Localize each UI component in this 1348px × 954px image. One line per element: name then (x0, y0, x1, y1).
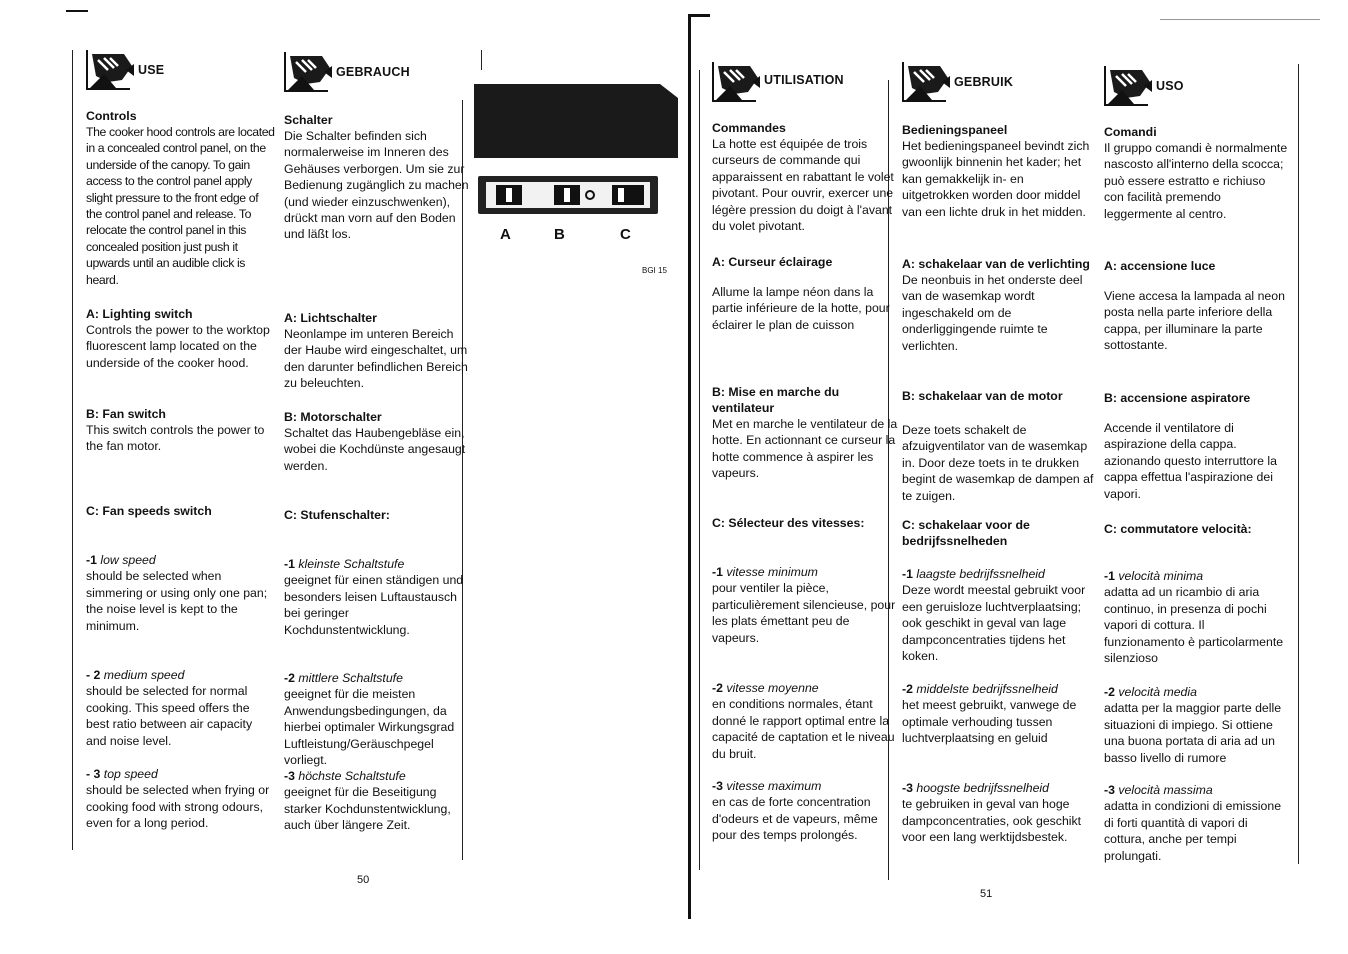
page-binding-edge (688, 14, 691, 919)
switch-c-block (284, 507, 470, 523)
column-german (284, 48, 470, 833)
speed-1-text: pour ventiler la pièce, particulièrement silencieuse, pour les plats émettant peu de vapeurs. (712, 581, 896, 645)
switch-c-heading: C: Sélecteur des vitesses: (712, 516, 865, 530)
control-panel-figure (472, 84, 682, 284)
page-number-left: 50 (357, 874, 370, 886)
switch-a-heading: A: Lighting switch (86, 307, 193, 321)
rule-fig (481, 50, 482, 70)
speed-3-block (902, 780, 1094, 846)
speed-2-label: - 2 medium speed (86, 668, 185, 682)
speed-3-label: -3 höchste Schaltstufe (284, 769, 406, 783)
speed-1-label: -1 laagste bedrijfssnelheid (902, 567, 1045, 581)
page-binding-hook (688, 14, 710, 17)
section-title: USE (138, 63, 165, 77)
controls-block (284, 112, 470, 243)
speed-3-block (1104, 782, 1288, 864)
speed-3-text: en cas de forte concentration d'odeurs et de vapeurs, même pour des temps prolongés. (712, 795, 878, 843)
controls-text: The cooker hood controls are located in a concealed control panel, on the underside of the canopy. To gain access to the control panel apply slight pressure to the front edge of the control panel and release. To relocate the control panel in this concealed position just push it upwards until an audible click is heard. (86, 125, 275, 287)
speed-3-block (86, 766, 276, 832)
switch-b-heading: B: Mise en marche du ventilateur (712, 385, 840, 415)
hand-press-icon (86, 46, 136, 92)
controls-heading: Bedieningspaneel (902, 123, 1008, 137)
switch-b-text: Schaltet das Haubengebläse ein, wobei die Kochdünste angesaugt werden. (284, 426, 466, 473)
section-title: UTILISATION (764, 73, 844, 87)
speed-2-text: het meest gebruikt, vanwege de optimale verhouding tussen luchtverplaatsing en geluid (902, 698, 1077, 746)
hand-press-icon (284, 48, 334, 94)
section-title: GEBRUIK (954, 75, 1014, 89)
switch-a-block (284, 310, 470, 392)
column-dutch (902, 58, 1094, 845)
controls-block (902, 122, 1094, 220)
speed-3-block (712, 778, 898, 844)
switch-a-text: Viene accesa la lampada al neon posta nella parte inferiore della cappa, per illuminare la parte sottostante. (1104, 289, 1285, 353)
switch-b-block (1104, 390, 1288, 502)
switch-b-block (86, 406, 276, 455)
switch-b-text: Met en marche le ventilateur de la hotte. En actionnant ce curseur la hotte commence à aspirer les vapeurs. (712, 417, 898, 481)
switch-a-block (902, 256, 1094, 354)
speed-3-label: - 3 top speed (86, 767, 158, 781)
hand-press-icon (902, 58, 952, 104)
controls-heading: Comandi (1104, 125, 1157, 139)
controls-heading: Controls (86, 109, 137, 123)
switch-c-heading: C: schakelaar voor de bedrijfssnelheden (902, 518, 1030, 548)
switch-a-text: Controls the power to the worktop fluorescent lamp located on the underside of the cooker hood. (86, 323, 270, 370)
speed-1-block (86, 552, 276, 634)
switch-c-block (712, 515, 898, 531)
switch-c-heading: C: Stufenschalter: (284, 508, 390, 522)
section-header (712, 58, 898, 106)
switch-b-block (284, 409, 470, 474)
switch-b-block (902, 388, 1094, 504)
controls-block (712, 120, 898, 234)
controls-text: Il gruppo comandi è normalmente nascosto all'interno della scocca; può essere estratto e richiuso con facilità premendo leggermente al centro. (1104, 141, 1288, 221)
speed-2-label: -2 velocità media (1104, 685, 1197, 699)
switch-b-block (712, 384, 898, 482)
switch-b-text: Accende il ventilatore di aspirazione della cappa. azionando questo interruttore la cappa effettua l'aspirazione dei vapori. (1104, 421, 1277, 501)
switch-a-block (712, 254, 898, 333)
top-right-rule (1160, 19, 1320, 20)
controls-block (1104, 124, 1288, 222)
speed-3-label: -3 vitesse maximum (712, 779, 822, 793)
speed-2-block (284, 670, 470, 768)
speed-1-label: -1 vitesse minimum (712, 565, 818, 579)
column-french (712, 58, 898, 843)
section-header (86, 46, 276, 94)
speed-3-text: geeignet für die Beseitigung starker Kochdunstentwicklung, auch über längere Zeit. (284, 785, 451, 833)
speed-1-block (284, 556, 470, 638)
figure-code: BGI 15 (642, 266, 667, 275)
column-english (86, 46, 276, 831)
page-number-right: 51 (980, 888, 993, 900)
switch-c-block (1104, 521, 1288, 537)
column-italian (1104, 62, 1288, 863)
section-title: USO (1156, 79, 1184, 93)
speed-1-label: -1 kleinste Schaltstufe (284, 557, 405, 571)
switch-a-text: Neonlampe im unteren Bereich der Haube wird eingeschaltet, um den darunter befindlichen Bereich zu beleuchten. (284, 327, 468, 391)
speed-1-block (712, 564, 898, 646)
label-c: C (620, 226, 631, 243)
top-left-dash (66, 10, 88, 12)
switch-c-block (86, 503, 276, 519)
label-a: A (500, 226, 511, 243)
speed-1-label: -1 low speed (86, 553, 156, 567)
switch-a-heading: A: Curseur éclairage (712, 255, 833, 269)
speed-2-block (712, 680, 898, 762)
switch-b-heading: B: accensione aspiratore (1104, 391, 1251, 405)
speed-2-text: should be selected for normal cooking. This speed offers the best ratio between air capacity and noise level. (86, 684, 253, 748)
hood-panel-illustration (472, 84, 682, 284)
section-title: GEBRAUCH (336, 65, 410, 79)
speed-2-text: en conditions normales, étant donné le rapport optimal entre la capacité de captation et le niveau du bruit. (712, 697, 895, 761)
controls-text: Het bedieningspaneel bevindt zich gwoonlijk binnenin het kader; het kan gemakkelijk in- en uitgetrokken worden door middel van een lichte druk in het midden. (902, 139, 1090, 219)
speed-2-text: geeignet für die meisten Anwendungsbedingungen, da hierbei optimaler Wirkungsgrad Luftleistung/Geräuschpegel vorliegt. (284, 687, 455, 768)
speed-3-label: -3 hoogste bedrijfssnelheid (902, 781, 1049, 795)
speed-1-text: adatta ad un ricambio di aria continuo, in presenza di pochi vapori di cottura. Il funzionamento è particolarmente silenzioso (1104, 585, 1284, 666)
speed-3-text: adatta in condizioni di emissione di forti quantità di vapori di cottura, anche per tempi prolungati. (1104, 799, 1282, 863)
speed-3-text: te gebruiken in geval van hoge dampconcentraties, ook geschikt voor een lang werktijdsbestek. (902, 797, 1082, 845)
controls-heading: Commandes (712, 121, 786, 135)
switch-a-block (1104, 258, 1288, 354)
section-header (284, 48, 470, 96)
switch-c-heading: C: commutatore velocità: (1104, 522, 1252, 536)
switch-a-heading: A: schakelaar van de verlichting (902, 257, 1090, 271)
speed-1-text: should be selected when simmering or using only one pan; the noise level is kept to the minimum. (86, 569, 268, 633)
speed-3-block (284, 768, 470, 834)
speed-1-text: geeignet für einen ständigen und besonders leisen Luftaustausch bei geringer Kochdunstentwicklung. (284, 573, 464, 637)
controls-heading: Schalter (284, 113, 333, 127)
rule-col3 (699, 70, 700, 870)
rule-col1 (72, 50, 73, 850)
switch-b-heading: B: Motorschalter (284, 410, 382, 424)
speed-2-block (1104, 684, 1288, 766)
speed-2-block (86, 667, 276, 749)
speed-2-label: -2 vitesse moyenne (712, 681, 819, 695)
switch-b-text: Deze toets schakelt de afzuigventilator van de wasemkap in. Door deze toets in te drukken begint de wasemkap de dampen af te zuigen. (902, 423, 1094, 503)
speed-2-label: -2 mittlere Schaltstufe (284, 671, 403, 685)
speed-3-label: -3 velocità massima (1104, 783, 1213, 797)
section-header (1104, 62, 1288, 110)
switch-a-text: De neonbuis in het onderste deel van de wasemkap wordt ingeschakeld om de onderliggingende ruimte te verlichten. (902, 273, 1083, 353)
controls-text: La hotte est équipée de trois curseurs de commande qui apparaissent en rabattant le volet pivotant. Pour ouvrir, exercer une légère pression du doigt à l'avant du volet pivotant. (712, 137, 894, 234)
speed-1-block (1104, 568, 1288, 666)
label-b: B (554, 226, 565, 243)
speed-2-block (902, 681, 1094, 747)
controls-block (86, 108, 276, 288)
speed-1-label: -1 velocità minima (1104, 569, 1204, 583)
controls-text: Die Schalter befinden sich normalerweise im Inneren des Gehäuses verborgen. Um sie zur Bedienung zugänglich zu machen (und wieder einzuschwenken), drückt man vorn auf den Boden und läßt los. (284, 129, 469, 242)
hand-press-icon (1104, 62, 1154, 108)
speed-1-text: Deze wordt meestal gebruikt voor een geruisloze luchtverplaatsing; ook geschikt in geval van lage dampconcentraties tijdens het koken. (902, 583, 1086, 664)
section-header (902, 58, 1094, 106)
switch-a-heading: A: accensione luce (1104, 259, 1216, 273)
switch-a-block (86, 306, 276, 371)
speed-1-block (902, 566, 1094, 664)
switch-c-heading: C: Fan speeds switch (86, 504, 212, 518)
switch-b-heading: B: Fan switch (86, 407, 166, 421)
switch-a-heading: A: Lichtschalter (284, 311, 377, 325)
rule-col5 (1298, 64, 1299, 864)
switch-b-text: This switch controls the power to the fan motor. (86, 423, 265, 454)
hand-press-icon (712, 58, 762, 104)
speed-2-text: adatta per la maggior parte delle situazioni di impiego. Si ottiene una buona portata di aria ad un basso livello di rumore (1104, 701, 1282, 765)
switch-b-heading: B: schakelaar van de motor (902, 389, 1063, 403)
speed-2-label: -2 middelste bedrijfssnelheid (902, 682, 1058, 696)
switch-a-text: Allume la lampe néon dans la partie inférieure de la hotte, pour éclairer le plan de cuisson (712, 285, 890, 332)
switch-c-block (902, 517, 1094, 549)
speed-3-text: should be selected when frying or cooking food with strong odours, even for a long period. (86, 783, 270, 831)
